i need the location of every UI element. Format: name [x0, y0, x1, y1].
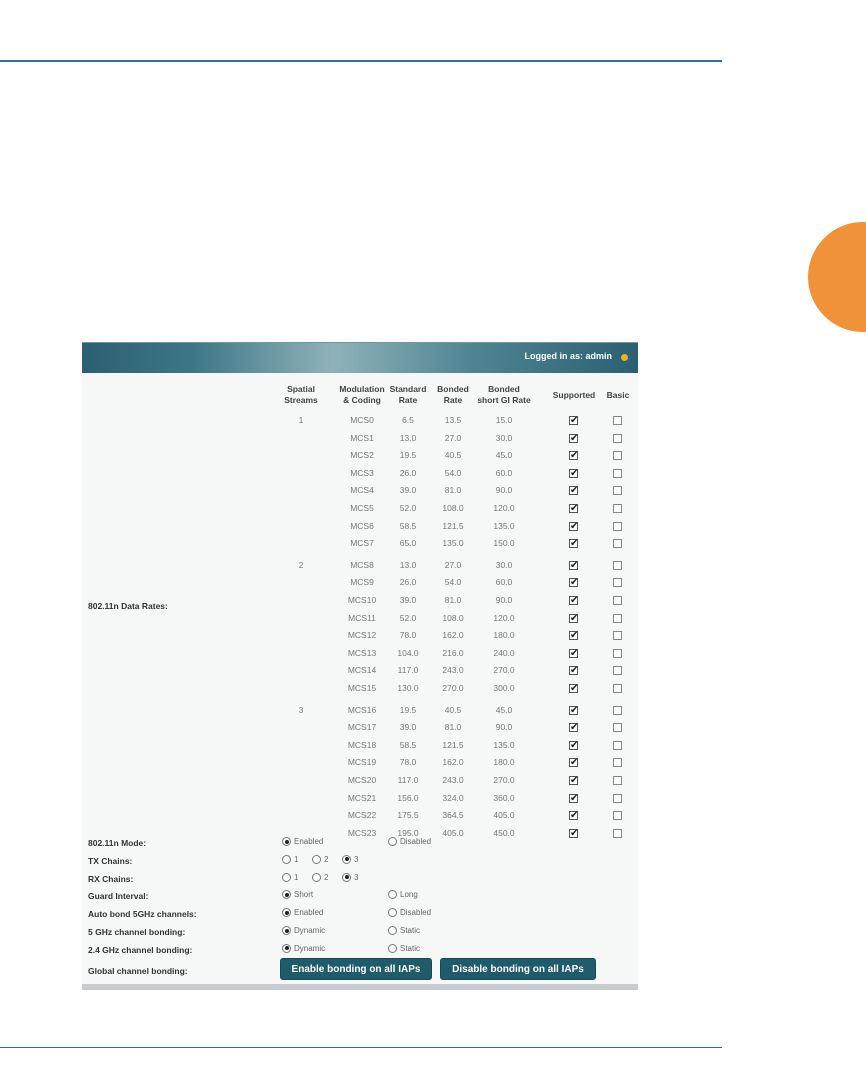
radio-label: Dynamic	[294, 943, 326, 953]
radio-label: 3	[354, 854, 359, 864]
short-gi-rate-value: 240.0	[493, 647, 515, 658]
supported-checkbox[interactable]: ✔	[570, 665, 579, 677]
basic-checkbox[interactable]	[613, 811, 622, 820]
short-gi-rate-value: 135.0	[493, 739, 515, 750]
bonded-rate-value: 121.5	[442, 520, 464, 531]
bonded-rate-value: 40.5	[444, 704, 462, 715]
mcs-value: MCS9	[350, 577, 374, 588]
basic-checkbox[interactable]	[613, 649, 622, 658]
mcs-value: MCS16	[347, 704, 377, 715]
radio-label: Enabled	[294, 908, 324, 918]
radio-option[interactable]	[282, 890, 313, 899]
basic-checkbox[interactable]	[613, 776, 622, 785]
supported-checkbox[interactable]: ✔	[570, 739, 579, 751]
mcs-value: MCS3	[350, 467, 374, 478]
standard-rate-value: 39.0	[399, 485, 417, 496]
mcs-value: MCS12	[347, 630, 377, 641]
standard-rate-value: 19.5	[399, 704, 417, 715]
standard-rate-value: 175.5	[397, 810, 419, 821]
supported-checkbox[interactable]: ✔	[570, 520, 579, 532]
bonded-rate-value: 324.0	[442, 792, 464, 803]
mcs-value: MCS21	[347, 792, 377, 803]
basic-checkbox[interactable]	[613, 578, 622, 587]
short-gi-rate-value: 120.0	[493, 503, 515, 513]
radio-dot-icon	[312, 873, 321, 882]
spatial-streams-value: 2	[298, 559, 304, 570]
supported-checkbox[interactable]: ✔	[570, 559, 579, 571]
mcs-value: MCS4	[350, 485, 374, 496]
radio-option[interactable]	[282, 908, 323, 917]
radio-option[interactable]	[282, 855, 298, 864]
radio-dot-icon	[282, 873, 291, 882]
standard-rate-value: 13.0	[399, 559, 417, 570]
supported-checkbox[interactable]: ✔	[570, 450, 579, 462]
bonded-rate-value: 54.0	[444, 467, 462, 478]
standard-rate-value: 6.5	[402, 415, 414, 425]
short-gi-rate-value: 60.0	[495, 577, 513, 588]
radio-label: Enabled	[294, 837, 324, 846]
radio-dot-icon	[388, 908, 397, 917]
supported-checkbox[interactable]: ✔	[570, 432, 579, 444]
standard-rate-value: 65.0	[399, 538, 417, 549]
mcs-value: MCS17	[347, 722, 377, 733]
bonded-rate-value: 216.0	[442, 647, 464, 658]
basic-checkbox[interactable]	[613, 522, 622, 531]
basic-checkbox[interactable]	[613, 596, 622, 605]
panel-header	[82, 342, 638, 373]
basic-checkbox[interactable]	[613, 504, 622, 513]
bonded-rate-value: 108.0	[442, 612, 464, 623]
basic-checkbox[interactable]	[613, 631, 622, 640]
standard-rate-value: 39.0	[399, 722, 417, 733]
short-gi-rate-value: 360.0	[493, 792, 515, 803]
global-bonding-label: Global channel bonding:	[88, 966, 188, 976]
mcs-value: MCS23	[347, 827, 377, 838]
bottom-rule	[0, 1047, 722, 1048]
bonded-rate-value: 243.0	[442, 775, 464, 785]
mcs-value: MCS14	[347, 665, 377, 676]
mcs-value: MCS2	[350, 450, 374, 461]
bonded-rate-value: 162.0	[442, 757, 464, 768]
short-gi-rate-value: 450.0	[493, 827, 515, 838]
radio-dot-icon	[388, 837, 397, 846]
supported-checkbox[interactable]: ✔	[570, 647, 579, 659]
standard-rate-value: 78.0	[399, 630, 417, 641]
setting-label: Auto bond 5GHz channels:	[88, 909, 197, 920]
supported-checkbox[interactable]: ✔	[570, 704, 579, 716]
radio-label: Static	[400, 943, 421, 953]
setting-label: 2.4 GHz channel bonding:	[88, 944, 193, 955]
mcs-value: MCS13	[347, 647, 377, 658]
standard-rate-value: 130.0	[397, 683, 419, 693]
standard-rate-value: 26.0	[399, 467, 417, 478]
short-gi-rate-value: 135.0	[493, 520, 515, 531]
bonded-rate-value: 27.0	[444, 432, 462, 443]
basic-checkbox[interactable]	[613, 666, 622, 675]
mcs-value: MCS19	[347, 757, 377, 768]
basic-checkbox[interactable]	[613, 829, 622, 838]
mcs-value: MCS7	[350, 538, 374, 549]
basic-checkbox[interactable]	[613, 469, 622, 478]
radio-label: 1	[294, 872, 299, 882]
supported-checkbox[interactable]: ✔	[570, 467, 579, 479]
radio-dot-icon	[282, 926, 291, 935]
short-gi-rate-value: 270.0	[493, 775, 515, 785]
bonded-rate-value: 108.0	[442, 503, 464, 513]
bonded-rate-value: 364.5	[442, 810, 464, 821]
radio-label: Dynamic	[294, 926, 326, 935]
basic-checkbox[interactable]	[613, 741, 622, 750]
radio-option[interactable]	[282, 837, 323, 846]
mcs-value: MCS11	[348, 612, 376, 623]
bonded-rate-value: 81.0	[444, 485, 462, 496]
column-header: Bonded short GI Rate	[477, 384, 531, 405]
bonded-rate-value: 121.5	[442, 739, 464, 750]
basic-checkbox[interactable]	[613, 451, 622, 460]
radio-label: Disabled	[400, 837, 432, 846]
column-header: Bonded Rate	[437, 384, 469, 405]
standard-rate-value: 117.0	[397, 665, 419, 676]
radio-label: Static	[400, 926, 421, 935]
radio-option[interactable]	[312, 873, 328, 882]
supported-checkbox[interactable]: ✔	[570, 503, 579, 514]
disable-bonding-button[interactable]: Disable bonding on all IAPs	[440, 958, 596, 980]
standard-rate-value: 117.0	[397, 775, 419, 785]
bonded-rate-value: 162.0	[442, 630, 464, 641]
panel-scrollbar[interactable]	[82, 984, 638, 990]
short-gi-rate-value: 300.0	[493, 683, 515, 693]
column-header: Standard Rate	[389, 384, 427, 405]
radio-label: 3	[354, 872, 359, 882]
radio-label: Short	[294, 890, 314, 900]
radio-label: 1	[294, 854, 299, 864]
radio-dot-icon	[282, 944, 291, 953]
mcs-value: MCS6	[350, 520, 374, 531]
short-gi-rate-value: 30.0	[495, 432, 513, 443]
chapter-tab-marker	[808, 222, 866, 332]
radio-option[interactable]	[388, 926, 420, 935]
setting-label: 5 GHz channel bonding:	[88, 927, 186, 937]
standard-rate-value: 156.0	[397, 792, 419, 803]
data-rates-label: 802.11n Data Rates:	[88, 601, 168, 611]
radio-dot-icon	[312, 855, 321, 864]
bonded-rate-value: 54.0	[444, 577, 462, 588]
supported-checkbox[interactable]: ✔	[570, 612, 579, 624]
basic-checkbox[interactable]	[613, 758, 622, 767]
bonded-rate-value: 135.0	[442, 538, 464, 549]
basic-checkbox[interactable]	[613, 614, 622, 623]
radio-label: 2	[324, 872, 329, 882]
standard-rate-value: 195.0	[397, 827, 419, 838]
supported-checkbox[interactable]: ✔	[570, 595, 579, 606]
radio-label: Disabled	[400, 908, 432, 918]
supported-checkbox[interactable]: ✔	[570, 722, 579, 734]
mcs-value: MCS15	[347, 683, 377, 693]
radio-option[interactable]	[312, 855, 328, 864]
radio-option[interactable]	[282, 944, 325, 953]
short-gi-rate-value: 30.0	[495, 559, 513, 570]
settings-panel	[82, 342, 638, 990]
radio-option[interactable]	[388, 944, 420, 953]
setting-label: Guard Interval:	[88, 891, 149, 902]
spatial-streams-value: 1	[298, 415, 304, 425]
mcs-value: MCS8	[350, 559, 374, 570]
radio-option[interactable]	[388, 890, 418, 899]
basic-checkbox[interactable]	[613, 706, 622, 715]
mcs-value: MCS18	[347, 739, 377, 750]
bonded-rate-value: 27.0	[444, 559, 462, 570]
standard-rate-value: 39.0	[399, 595, 417, 605]
short-gi-rate-value: 45.0	[495, 704, 513, 715]
short-gi-rate-value: 90.0	[495, 722, 513, 733]
mcs-value: MCS10	[347, 595, 377, 605]
bonded-rate-value: 405.0	[442, 827, 464, 838]
radio-dot-icon	[282, 855, 291, 864]
supported-checkbox[interactable]: ✔	[570, 827, 579, 839]
radio-dot-icon	[388, 944, 397, 953]
basic-checkbox[interactable]	[613, 561, 622, 570]
basic-checkbox[interactable]	[613, 539, 622, 548]
radio-label: 2	[324, 854, 329, 864]
supported-checkbox[interactable]: ✔	[570, 538, 579, 550]
logged-in-label: Logged in as: admin	[524, 351, 612, 361]
short-gi-rate-value: 180.0	[493, 630, 515, 641]
standard-rate-value: 58.5	[399, 739, 417, 750]
short-gi-rate-value: 15.0	[495, 415, 513, 425]
short-gi-rate-value: 45.0	[495, 450, 513, 461]
standard-rate-value: 52.0	[399, 503, 417, 513]
spatial-streams-value: 3	[298, 704, 304, 715]
radio-dot-icon	[388, 926, 397, 935]
standard-rate-value: 58.5	[399, 520, 417, 531]
supported-checkbox[interactable]: ✔	[570, 757, 579, 769]
setting-label: RX Chains:	[88, 873, 134, 884]
short-gi-rate-value: 90.0	[495, 485, 513, 496]
standard-rate-value: 19.5	[399, 450, 417, 461]
supported-checkbox[interactable]: ✔	[570, 415, 579, 426]
supported-checkbox[interactable]: ✔	[570, 577, 579, 589]
radio-label: Long	[400, 890, 418, 900]
short-gi-rate-value: 180.0	[493, 757, 515, 768]
mcs-value: MCS20	[347, 775, 377, 785]
radio-option[interactable]	[342, 855, 358, 864]
radio-dot-icon	[388, 890, 397, 899]
short-gi-rate-value: 405.0	[493, 810, 515, 821]
standard-rate-value: 13.0	[399, 432, 417, 443]
supported-checkbox[interactable]: ✔	[570, 485, 579, 497]
supported-checkbox[interactable]: ✔	[570, 810, 579, 822]
setting-label: TX Chains:	[88, 855, 133, 866]
mcs-value: MCS0	[350, 415, 374, 425]
radio-dot-icon	[342, 855, 351, 864]
basic-checkbox[interactable]	[613, 794, 622, 803]
bonded-rate-value: 13.5	[444, 415, 462, 425]
supported-checkbox[interactable]: ✔	[570, 683, 579, 694]
mcs-value: MCS1	[350, 432, 374, 443]
short-gi-rate-value: 60.0	[495, 467, 513, 478]
mcs-value: MCS5	[350, 503, 374, 513]
bonded-rate-value: 81.0	[444, 722, 462, 733]
short-gi-rate-value: 150.0	[493, 538, 515, 549]
short-gi-rate-value: 270.0	[493, 665, 515, 676]
radio-dot-icon	[342, 873, 351, 882]
top-rule	[0, 60, 722, 62]
basic-checkbox[interactable]	[613, 723, 622, 732]
radio-option[interactable]	[282, 926, 325, 935]
enable-bonding-button[interactable]: Enable bonding on all IAPs	[280, 958, 432, 980]
bonded-rate-value: 243.0	[442, 665, 464, 676]
standard-rate-value: 52.0	[399, 612, 417, 623]
basic-checkbox[interactable]	[613, 684, 622, 693]
column-header: Spatial Streams	[284, 384, 318, 405]
bonded-rate-value: 270.0	[442, 683, 464, 693]
column-header: Basic	[606, 390, 630, 400]
basic-checkbox[interactable]	[613, 434, 622, 443]
basic-checkbox[interactable]	[613, 416, 622, 425]
radio-option[interactable]	[282, 873, 298, 882]
bonded-rate-value: 81.0	[444, 595, 462, 605]
standard-rate-value: 104.0	[397, 647, 419, 658]
mcs-value: MCS22	[347, 810, 377, 821]
short-gi-rate-value: 120.0	[493, 612, 515, 623]
radio-dot-icon	[282, 837, 291, 846]
supported-checkbox[interactable]: ✔	[570, 630, 579, 642]
standard-rate-value: 26.0	[399, 577, 417, 588]
radio-option[interactable]	[388, 908, 431, 917]
bonded-rate-value: 40.5	[444, 450, 462, 461]
short-gi-rate-value: 90.0	[495, 595, 513, 605]
radio-option[interactable]	[342, 873, 358, 882]
column-header: Modulation & Coding	[339, 384, 385, 405]
radio-dot-icon	[282, 908, 291, 917]
radio-dot-icon	[282, 890, 291, 899]
supported-checkbox[interactable]: ✔	[570, 775, 579, 786]
basic-checkbox[interactable]	[613, 486, 622, 495]
status-dot-icon	[621, 354, 628, 361]
column-header: Supported	[552, 390, 596, 400]
standard-rate-value: 78.0	[399, 757, 417, 768]
setting-label: 802.11n Mode:	[88, 838, 147, 848]
radio-option[interactable]	[388, 837, 431, 846]
supported-checkbox[interactable]: ✔	[570, 792, 579, 804]
